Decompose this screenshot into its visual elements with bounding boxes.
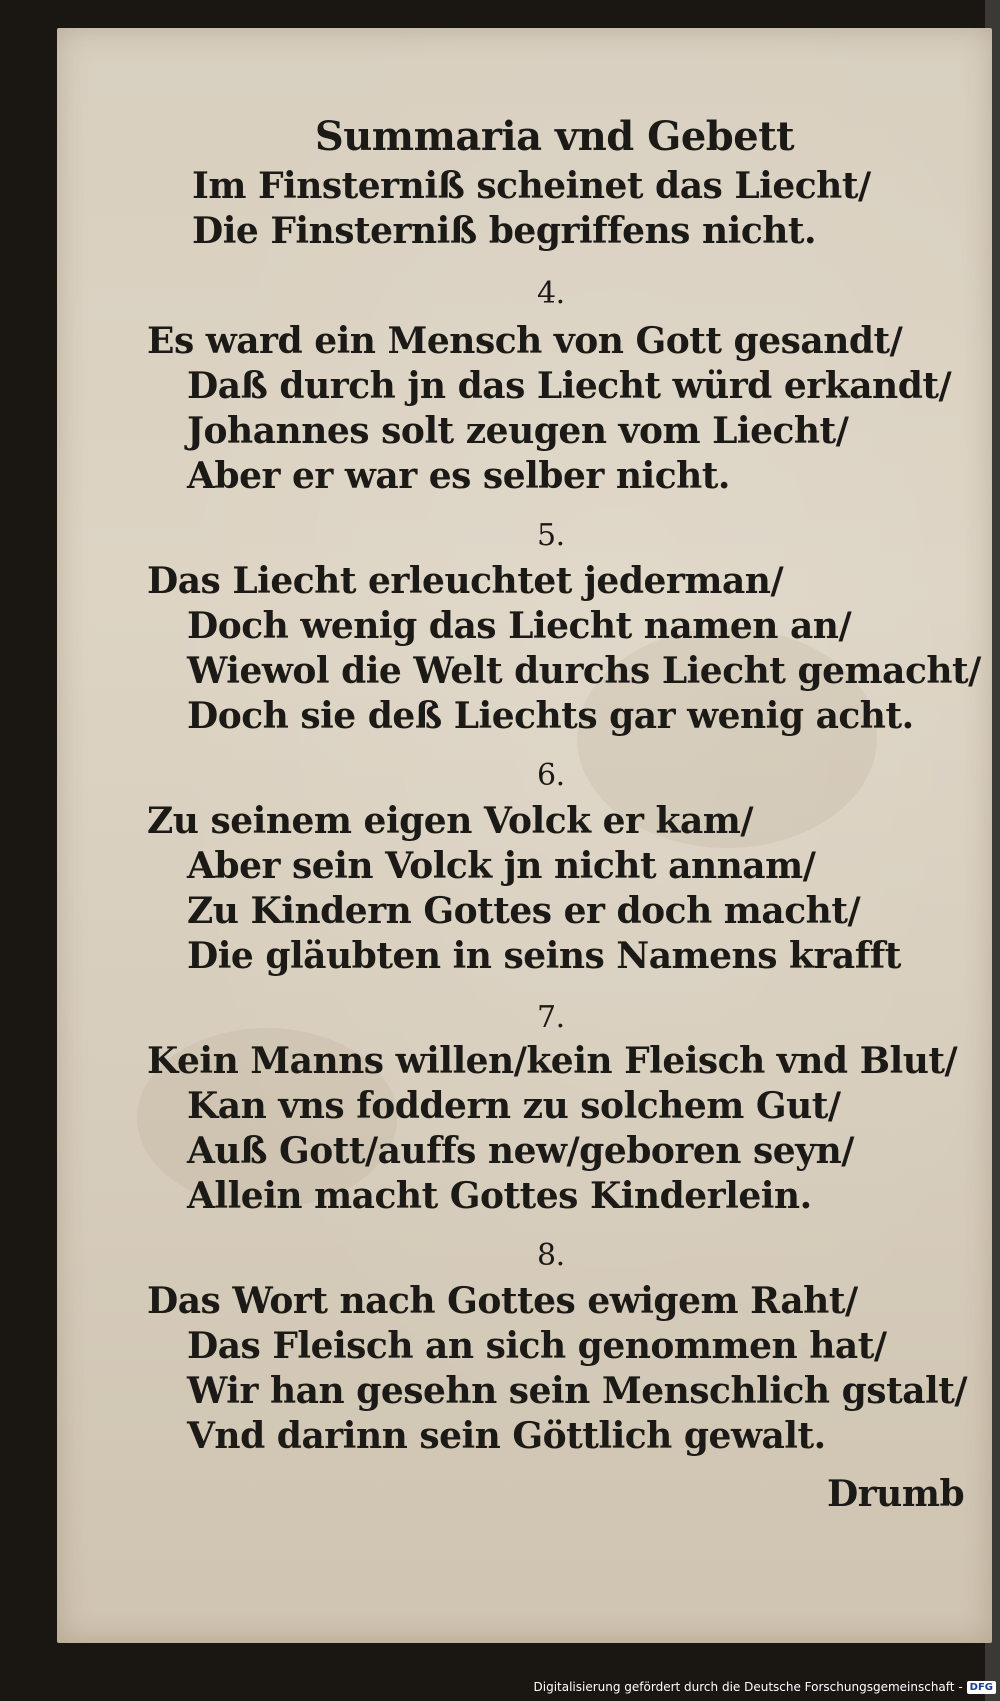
verse-line: Die gläubten in seins Namens krafft xyxy=(187,935,901,977)
verse-line: Kan vns foddern zu solchem Gut/ xyxy=(187,1085,841,1127)
verse-line: Wiewol die Welt durchs Liecht gemacht/ xyxy=(187,650,981,692)
verse-line: Aber er war es selber nicht. xyxy=(187,455,730,497)
verse-line: Kein Manns willen/kein Fleisch vnd Blut/ xyxy=(147,1040,958,1082)
verse-line: Im Finsterniß scheinet das Liecht/ xyxy=(192,165,871,207)
catchword: Drumb xyxy=(827,1473,965,1515)
verse-line: Zu seinem eigen Volck er kam/ xyxy=(147,800,754,842)
verse-line: Daß durch jn das Liecht würd erkandt/ xyxy=(187,365,952,407)
stanza-number: 6. xyxy=(537,758,565,793)
verse-line: Wir han gesehn sein Menschlich gstalt/ xyxy=(187,1370,967,1412)
verse-line: Das Liecht erleuchtet jederman/ xyxy=(147,560,784,602)
dfg-logo: DFG xyxy=(967,1681,996,1694)
stanza-number: 7. xyxy=(537,1000,565,1035)
verse-line: Zu Kindern Gottes er doch macht/ xyxy=(187,890,861,932)
verse-line: Vnd darinn sein Göttlich gewalt. xyxy=(187,1415,826,1457)
stanza-number: 4. xyxy=(537,276,565,311)
verse-line: Das Fleisch an sich genommen hat/ xyxy=(187,1325,887,1367)
verse-line: Allein macht Gottes Kinderlein. xyxy=(187,1175,812,1217)
stanza-number: 8. xyxy=(537,1238,565,1273)
digitization-credit xyxy=(534,1680,997,1694)
verse-line: Es ward ein Mensch von Gott gesandt/ xyxy=(147,320,903,362)
verse-line: Doch sie deß Liechts gar wenig acht. xyxy=(187,695,914,737)
credit-text: Digitalisierung gefördert durch die Deutsche Forschungsgemeinschaft - xyxy=(533,1680,963,1694)
verse-line: Das Wort nach Gottes ewigem Raht/ xyxy=(147,1280,858,1322)
verse-line: Auß Gott/auffs new/geboren seyn/ xyxy=(187,1130,854,1172)
stanza-number: 5. xyxy=(537,518,565,553)
verse-line: Doch wenig das Liecht namen an/ xyxy=(187,605,852,647)
verse-line: Johannes solt zeugen vom Liecht/ xyxy=(187,410,849,452)
verse-line: Die Finsterniß begriffens nicht. xyxy=(192,210,817,252)
verse-line: Aber sein Volck jn nicht annam/ xyxy=(187,845,816,887)
book-page xyxy=(57,28,992,1643)
page-header: Summaria vnd Gebett xyxy=(314,113,795,160)
